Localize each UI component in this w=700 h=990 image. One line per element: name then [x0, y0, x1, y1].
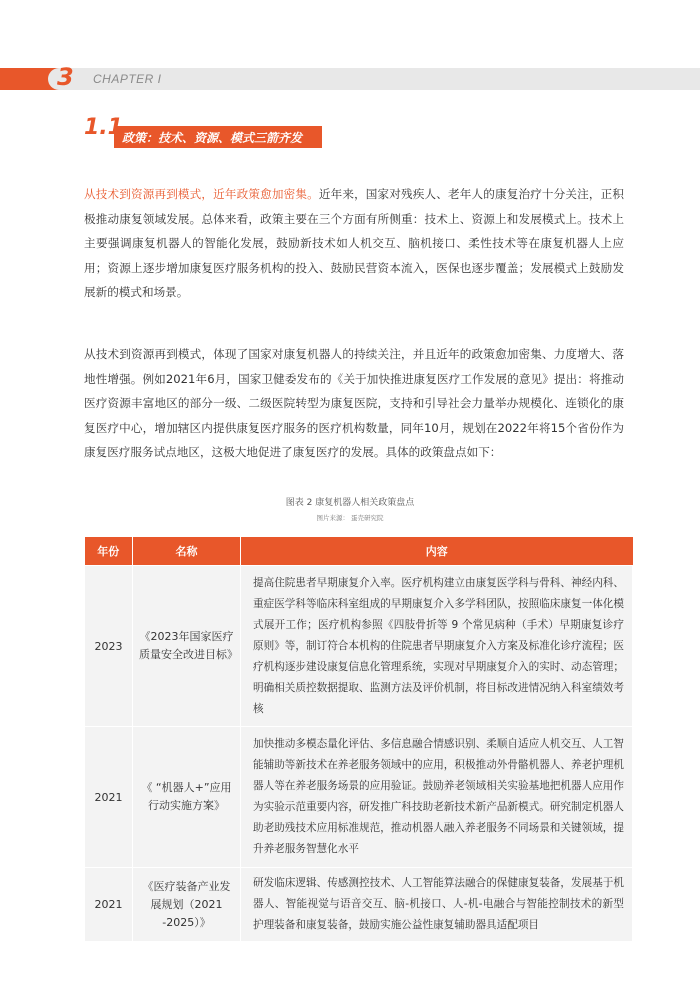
header-name: 名称 [133, 537, 241, 566]
section-heading [84, 117, 322, 151]
cell-name: 《医疗装备产业发展规划（2021 -2025）》 [133, 868, 241, 942]
figure-caption: 图表 2 康复机器人相关政策盘点 [285, 498, 415, 508]
cell-year: 2021 [85, 727, 133, 868]
paragraph-1 [84, 182, 624, 305]
paragraph-1-text: 近年来，国家对残疾人、老年人的康复治疗十分关注，正积极推动康复领域发展。总体来看，政策主要在三个方面有所侧重：技术上、资源上和发展模式上。技术上主要强调康复机器人的智能化发展，鼓励新技术如人机交互、脑机接口、柔性技术等在康复机器人上应用；资源上逐步增加康复医疗服务机构的投入、鼓励民营资本流入，医保也逐步覆盖；发展模式上鼓励发展新的模式和场景。 [84, 187, 624, 300]
table-header-row [85, 537, 633, 566]
cell-content: 加快推动多模态量化评估、多信息融合情感识别、柔顺自适应人机交互、人工智能辅助等新技术在养老服务领域中的应用，积极推动外骨骼机器人、养老护理机器人等在养老服务场景的应用验证。鼓励养老领域相关实验基地把机器人应用作为实验示范重要内容，研发推广科技助老新技术新产品新模式。研究制定机器人助老助残技术应用标准规范，推动机器人融入养老服务不同场景和关键领域，提升养老服务智慧化水平 [241, 727, 633, 868]
cell-year: 2023 [85, 566, 133, 727]
section-title: 政策：技术、资源、模式三箭齐发 [122, 131, 303, 145]
paragraph-2-text: 从技术到资源再到模式，体现了国家对康复机器人的持续关注，并且近年的政策愈加密集、力度增大、落地性增强。例如2021年6月，国家卫健委发布的《关于加快推进康复医疗工作发展的意见》提出：将推动医疗资源丰富地区的部分一级、二级医院转型为康复医院，支持和引导社会力量举办规模化、连锁化的康复医疗中心，增加辖区内提供康复医疗服务的医疗机构数量，同年10月，规划在2022年将15个省份作为康复医疗服务试点地区，这极大地促进了康复医疗的发展。具体的政策盘点如下： [84, 347, 624, 460]
paragraph-1-highlight: 从技术到资源再到模式，近年政策愈加密集。 [84, 187, 319, 201]
paragraph-2 [84, 342, 624, 465]
table-row [85, 566, 633, 727]
section-number: 1.1 [84, 115, 123, 140]
cell-content: 提高住院患者早期康复介入率。医疗机构建立由康复医学科与骨科、神经内科、重症医学科等临床科室组成的早期康复介入多学科团队，按照临床康复一体化模式展开工作；医疗机构参照《四肢骨折等 9 个常见病种（手术）早期康复诊疗原则》等，制订符合本机构的住院患者早期康复介入方案及标准化诊疗流程；医疗机构逐步建设康复信息化管理系统，实现对早期康复介入的实时、动态管理；明确相关质控数据提取、监测方法及评价机制，将目标改进情况纳入科室绩效考核 [241, 566, 633, 727]
chapter-label: CHAPTER I [93, 72, 162, 86]
page-number: 3 [57, 63, 74, 91]
cell-name: 《2023年国家医疗质量安全改进目标》 [133, 566, 241, 727]
table-row [85, 727, 633, 868]
cell-name: 《 “机器人+”应用行动实施方案》 [133, 727, 241, 868]
figure-source: 图片来源： 蛋壳研究院 [316, 514, 384, 522]
header-year: 年份 [85, 537, 133, 566]
policy-table [84, 537, 633, 942]
cell-content: 研发临床逻辑、传感测控技术、人工智能算法融合的保健康复装备，发展基于机器人、智能视觉与语音交互、脑-机接口、人-机-电融合与智能控制技术的新型护理装备和康复装备，鼓励实施公益性康复辅助器具适配项目 [241, 868, 633, 942]
header-content: 内容 [241, 537, 633, 566]
cell-year: 2021 [85, 868, 133, 942]
table-row [85, 868, 633, 942]
